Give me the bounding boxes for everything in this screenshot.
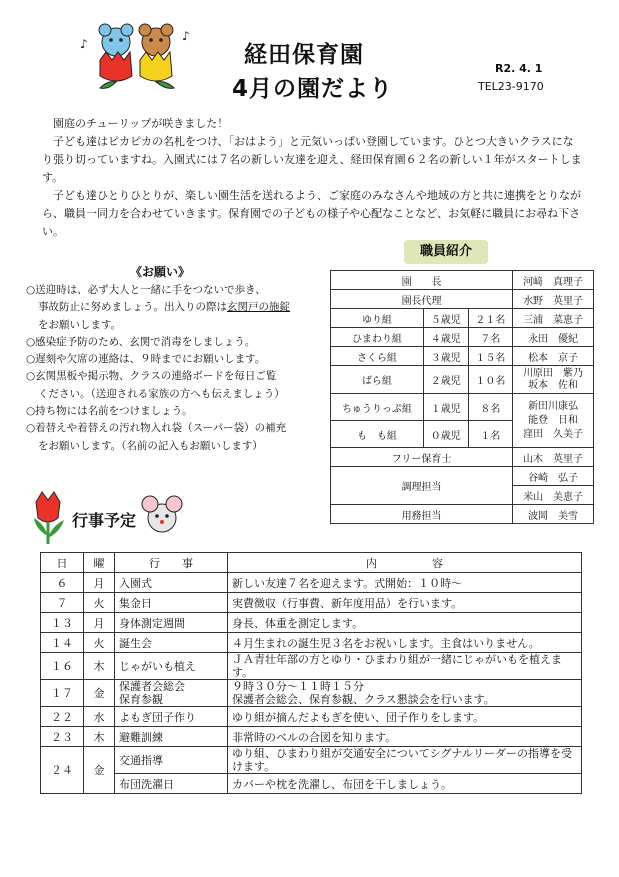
class-name: ちゅうりっぷ組	[331, 394, 424, 421]
table-row	[41, 774, 582, 794]
table-row	[331, 366, 594, 394]
request-item-cont: をお願いします。（名前の記入もお願いします）	[38, 439, 263, 452]
class-count: １名	[468, 421, 513, 448]
table-row	[41, 593, 582, 613]
event-weekday: 金	[84, 680, 115, 707]
request-item: ○着替えや着替えの汚れ物入れ袋（スーパー袋）の補充	[26, 422, 287, 435]
staff-name: 水野 英里子	[513, 290, 594, 309]
col-content: 内 容	[228, 553, 582, 573]
class-name: さくら組	[331, 347, 424, 366]
table-row	[331, 347, 594, 366]
table-row	[331, 328, 594, 347]
event-day: １４	[41, 633, 84, 653]
title-line1: 経田保育園	[244, 42, 364, 68]
request-item: ○感染症予防のため、玄関で消毒をしましょう。	[26, 335, 256, 348]
class-count: ２１名	[468, 309, 513, 328]
event-name: 布団洗濯日	[115, 774, 228, 794]
staff-name: 坂本 佐和	[528, 379, 579, 391]
staff-name: 窪田 久美子	[523, 428, 584, 440]
table-row	[331, 448, 594, 467]
event-content: ゆり組が摘んだよもぎを使い、団子作りをします。	[228, 707, 582, 727]
staff-name: 波岡 美雪	[513, 505, 594, 524]
event-content: 保護者会総会、保育参観、クラス懇談会を行います。	[232, 693, 495, 706]
event-content: 非常時のベルの合図を知ります。	[228, 727, 582, 747]
event-name: 入園式	[115, 573, 228, 593]
col-weekday: 曜	[84, 553, 115, 573]
event-name: 誕生会	[115, 633, 228, 653]
request-item: ○玄関黒板や掲示物、クラスの連絡ボードを毎日ご覧	[26, 370, 277, 383]
table-row	[331, 271, 594, 290]
class-age: ２歳児	[423, 366, 468, 394]
class-count: ７名	[468, 328, 513, 347]
class-count: ８名	[468, 394, 513, 421]
request-item: ○送迎時は、必ず大人と一緒に手をつないで歩き、	[26, 284, 266, 296]
table-row	[41, 680, 582, 707]
staff-name: 米山 美恵子	[513, 486, 594, 505]
event-content: ゆり組、ひまわり組が交通安全についてシグナルリーダーの指導を受けます。	[228, 747, 582, 774]
intro-p3: 子ども達ひとりひとりが、楽しい園生活を送れるよう、ご家庭のみなさんや地域の方と共に連携をとりながら、職員一同力を合わせていきます。保育園での子どもの様子や心配なことなど、お気軽に職員にお尋ね下さい。	[42, 189, 581, 238]
event-name: 避難訓練	[115, 727, 228, 747]
request-item-cont	[26, 299, 326, 316]
intro-p2: 子ども達はピカピカの名札をつけ、「おはよう」と元気いっぱい登園しています。ひとつ大きいクラスになり張り切っていますね。入園式には７名の新しい友達を迎え、経田保育園６２名の新しい１年がスタートします。	[42, 135, 582, 184]
request-item-cont: をお願いします。	[38, 318, 122, 331]
table-row	[41, 633, 582, 653]
staff-table	[330, 270, 594, 524]
event-weekday: 月	[84, 573, 115, 593]
intro-p1: 園庭のチューリップが咲きました！	[53, 117, 229, 130]
svg-text:♪: ♪	[80, 37, 88, 51]
event-content: ４月生まれの誕生児３名をお祝いします。主食はいりません。	[228, 633, 582, 653]
staff-name: 三浦 菜恵子	[513, 309, 594, 328]
event-name: 保護者会総会	[119, 680, 185, 693]
table-row	[41, 727, 582, 747]
event-name-pair	[115, 680, 228, 707]
event-name: 交通指導	[115, 747, 228, 774]
table-row	[41, 613, 582, 633]
request-item: ○遅刻や欠席の連絡は、９時までにお願いします。	[26, 353, 266, 366]
class-age: ３歳児	[423, 347, 468, 366]
class-name: ばら組	[331, 366, 424, 394]
event-day: ２３	[41, 727, 84, 747]
event-weekday: 木	[84, 653, 115, 680]
request-item: ○持ち物には名前をつけましょう。	[26, 405, 193, 418]
table-row	[331, 467, 594, 486]
event-name: 集金日	[115, 593, 228, 613]
event-day: ７	[41, 593, 84, 613]
staff-role: 用務担当	[331, 505, 513, 524]
staff-name: 能登 日和	[528, 414, 579, 426]
class-name: ゆり組	[331, 309, 424, 328]
staff-name: 永田 優紀	[513, 328, 594, 347]
phone-number: TEL23-9170	[478, 80, 544, 93]
event-weekday: 月	[84, 613, 115, 633]
shared-staff	[513, 394, 594, 448]
svg-text:♪: ♪	[182, 29, 190, 43]
staff-name: 山木 英里子	[513, 448, 594, 467]
event-name: 保育参観	[119, 693, 163, 706]
table-row	[331, 290, 594, 309]
event-weekday: 金	[84, 747, 115, 794]
event-content: 新しい友達７名を迎えます。式開始：１０時～	[228, 573, 582, 593]
class-name: ひまわり組	[331, 328, 424, 347]
class-count: １５名	[468, 347, 513, 366]
staff-role: 園 長	[331, 271, 513, 290]
event-content: 実費徴収（行事費、新年度用品）を行います。	[228, 593, 582, 613]
requests-title: 《お願い》	[130, 265, 191, 279]
class-age: ０歳児	[423, 421, 468, 448]
request-item-cont: ください。（送迎される家族の方へも伝えましょう）	[38, 387, 285, 400]
event-day: ６	[41, 573, 84, 593]
event-content: 身長、体重を測定します。	[228, 613, 582, 633]
requests-list	[26, 282, 326, 455]
request-emphasis: 玄関戸の施錠	[227, 301, 290, 314]
events-title: 行事予定	[72, 511, 137, 530]
staff-name: 谷崎 弘子	[513, 467, 594, 486]
event-day: １６	[41, 653, 84, 680]
table-row	[331, 394, 594, 421]
event-day: ２４	[41, 747, 84, 794]
staff-name: 河﨑 真理子	[513, 271, 594, 290]
title-line2: 4月の園だより	[232, 76, 394, 102]
class-age: １歳児	[423, 394, 468, 421]
event-weekday: 火	[84, 593, 115, 613]
event-content: ＪＡ青壮年部の方とゆり・ひまわり組が一緒にじゃがいもを植えます。	[228, 653, 582, 680]
event-name: よもぎ団子作り	[115, 707, 228, 727]
event-day: １７	[41, 680, 84, 707]
event-name: じゃがいも植え	[115, 653, 228, 680]
staff-name: 川原田 紫乃	[523, 367, 584, 379]
event-weekday: 木	[84, 727, 115, 747]
event-content: ９時３０分～１１時１５分	[232, 680, 364, 693]
col-day: 日	[41, 553, 84, 573]
table-row	[41, 707, 582, 727]
table-header-row	[41, 553, 582, 573]
col-event: 行 事	[115, 553, 228, 573]
staff-role: 調理担当	[331, 467, 513, 505]
table-row	[41, 747, 582, 774]
event-day: ２２	[41, 707, 84, 727]
issue-date: R2. 4. 1	[495, 62, 543, 75]
staff-role: 園長代理	[331, 290, 513, 309]
table-row	[41, 573, 582, 593]
event-content: カバーや枕を洗濯し、布団を干しましょう。	[228, 774, 582, 794]
staff-banner: 職員紹介	[404, 240, 488, 264]
event-name: 身体測定週間	[115, 613, 228, 633]
events-table	[40, 552, 582, 794]
staff-name: 新田川康弘	[528, 400, 579, 412]
table-row	[331, 309, 594, 328]
event-weekday: 水	[84, 707, 115, 727]
intro-text	[42, 115, 582, 241]
table-row	[331, 505, 594, 524]
mascot-tulips-illustration	[78, 18, 198, 98]
event-day: １３	[41, 613, 84, 633]
event-content-pair	[228, 680, 582, 707]
class-age: ４歳児	[423, 328, 468, 347]
staff-name-pair	[513, 366, 594, 394]
staff-role: フリー保育士	[331, 448, 513, 467]
request-text: 事故防止に努めましょう。出入りの際は	[38, 301, 227, 314]
class-count: １０名	[468, 366, 513, 394]
table-row	[41, 653, 582, 680]
class-age: ５歳児	[423, 309, 468, 328]
class-name: も も組	[331, 421, 424, 448]
event-weekday: 火	[84, 633, 115, 653]
staff-name: 松本 京子	[513, 347, 594, 366]
